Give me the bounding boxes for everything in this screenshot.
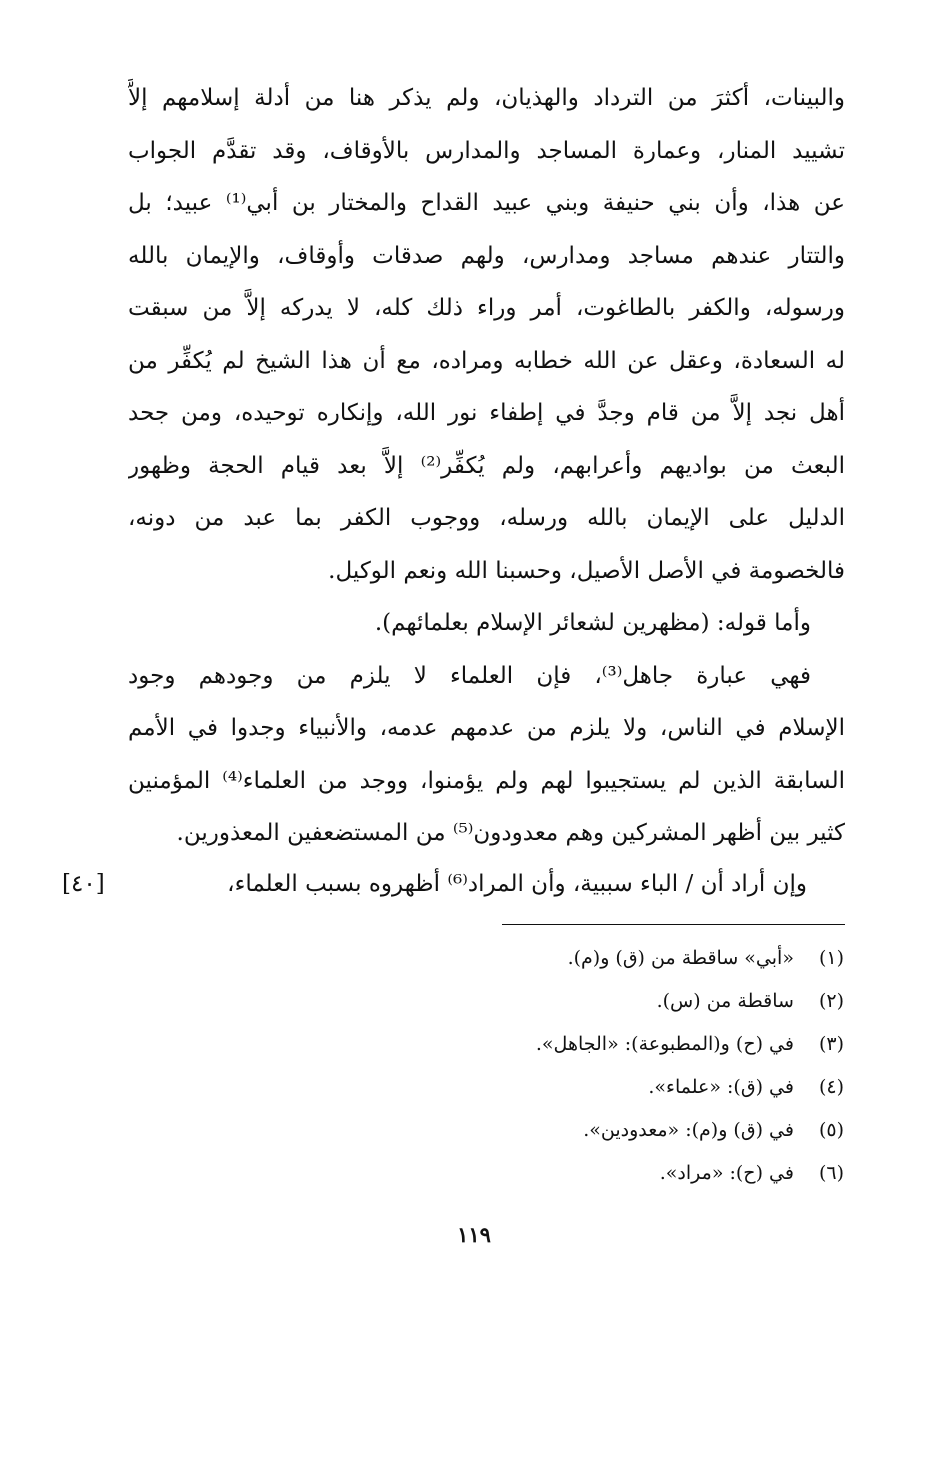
text-line: فالخصومة في الأصل الأصيل، وحسبنا الله ونعم الوكيل. xyxy=(328,557,845,584)
footnote xyxy=(536,1023,844,1066)
footnote-number: (٦) xyxy=(818,1162,844,1184)
text-line: والتتار عندهم مساجد ومدارس، ولهم صدقات وأوقاف، والإيمان بالله xyxy=(128,242,845,269)
manuscript-page-marker: [٤٠] xyxy=(62,871,105,897)
footnote-text: «أبي» ساقطة من (ق) و(م). xyxy=(567,947,794,969)
text-line: أهل نجد إلاَّ من قام وجدَّ في إطفاء نور الله، وإنكاره توحيده، ومن جحد xyxy=(128,400,845,426)
footnote-text: ساقطة من (س). xyxy=(656,990,794,1012)
footnote-number: (٣) xyxy=(818,1033,844,1055)
text-line: البعث من بواديهم وأعرابهم، ولم يُكفِّر⁽²⁾ إلاَّ بعد قيام الحجة وظهور xyxy=(128,452,845,479)
text-line: ورسوله، والكفر بالطاغوت، أمر وراء ذلك كله، لا يدركه إلاَّ من سبقت xyxy=(128,295,845,321)
page-number: ١١٩ xyxy=(457,1222,491,1247)
final-line-text: وإن أراد أن / الباء سببية، وأن المراد⁽⁶⁾ أظهروه بسبب العلماء، xyxy=(227,871,807,897)
text-line: الإسلام في الناس، ولا يلزم من عدمهم عدمه، والأنبياء وجدوا في الأمم xyxy=(128,715,845,741)
text-line: الدليل على الإيمان بالله ورسله، ووجوب الكفر بما عبد من دونه، xyxy=(128,505,845,531)
text-line: السابقة الذين لم يستجيبوا لهم ولم يؤمنوا، ووجد من العلماء⁽⁴⁾ المؤمنين xyxy=(128,767,845,794)
footnote-text: في (ح): «مراد». xyxy=(659,1162,794,1184)
footnote-number: (١) xyxy=(818,947,844,969)
text-line: والبينات، أكثرَ من الترداد والهذيان، ولم يذكر هنا من أدلة إسلامهم إلاَّ xyxy=(128,85,845,111)
footnote-text: في (ق) و(م): «معدودين». xyxy=(583,1119,794,1141)
text-line: تشييد المنار، وعمارة المساجد والمدارس بالأوقاف، وقد تقدَّم الجواب xyxy=(128,137,845,164)
text-line: فهي عبارة جاهل⁽³⁾، فإن العلماء لا يلزم من وجودهم وجود xyxy=(128,662,811,689)
quote-line: وأما قوله: (مظهرين لشعائر الإسلام بعلمائهم). xyxy=(374,610,811,636)
footnote xyxy=(536,980,844,1023)
footnote xyxy=(536,937,844,980)
footnote-number: (٤) xyxy=(818,1076,844,1098)
footnotes xyxy=(536,937,844,1195)
footnote-number: (٢) xyxy=(818,990,844,1012)
text-line: عن هذا، وأن بني حنيفة وبني عبيد القداح والمختار بن أبي⁽¹⁾ عبيد؛ بل xyxy=(128,190,845,216)
footnote xyxy=(536,1152,844,1195)
footnote-text: في (ح) و(المطبوعة): «الجاهل». xyxy=(535,1033,794,1055)
final-text-line xyxy=(62,860,807,908)
footnote-text: في (ق): «علماء». xyxy=(648,1076,794,1098)
text-line: له السعادة، وعقل عن الله خطابه ومراده، مع أن هذا الشيخ لم يُكفِّر من xyxy=(128,347,845,374)
footnote-separator xyxy=(502,924,845,925)
footnote xyxy=(536,1109,844,1152)
footnote xyxy=(536,1066,844,1109)
main-text xyxy=(128,72,845,860)
footnote-number: (٥) xyxy=(818,1119,844,1141)
text-line: كثير بين أظهر المشركين وهم معدودون⁽⁵⁾ من المستضعفين المعذورين. xyxy=(176,820,845,846)
